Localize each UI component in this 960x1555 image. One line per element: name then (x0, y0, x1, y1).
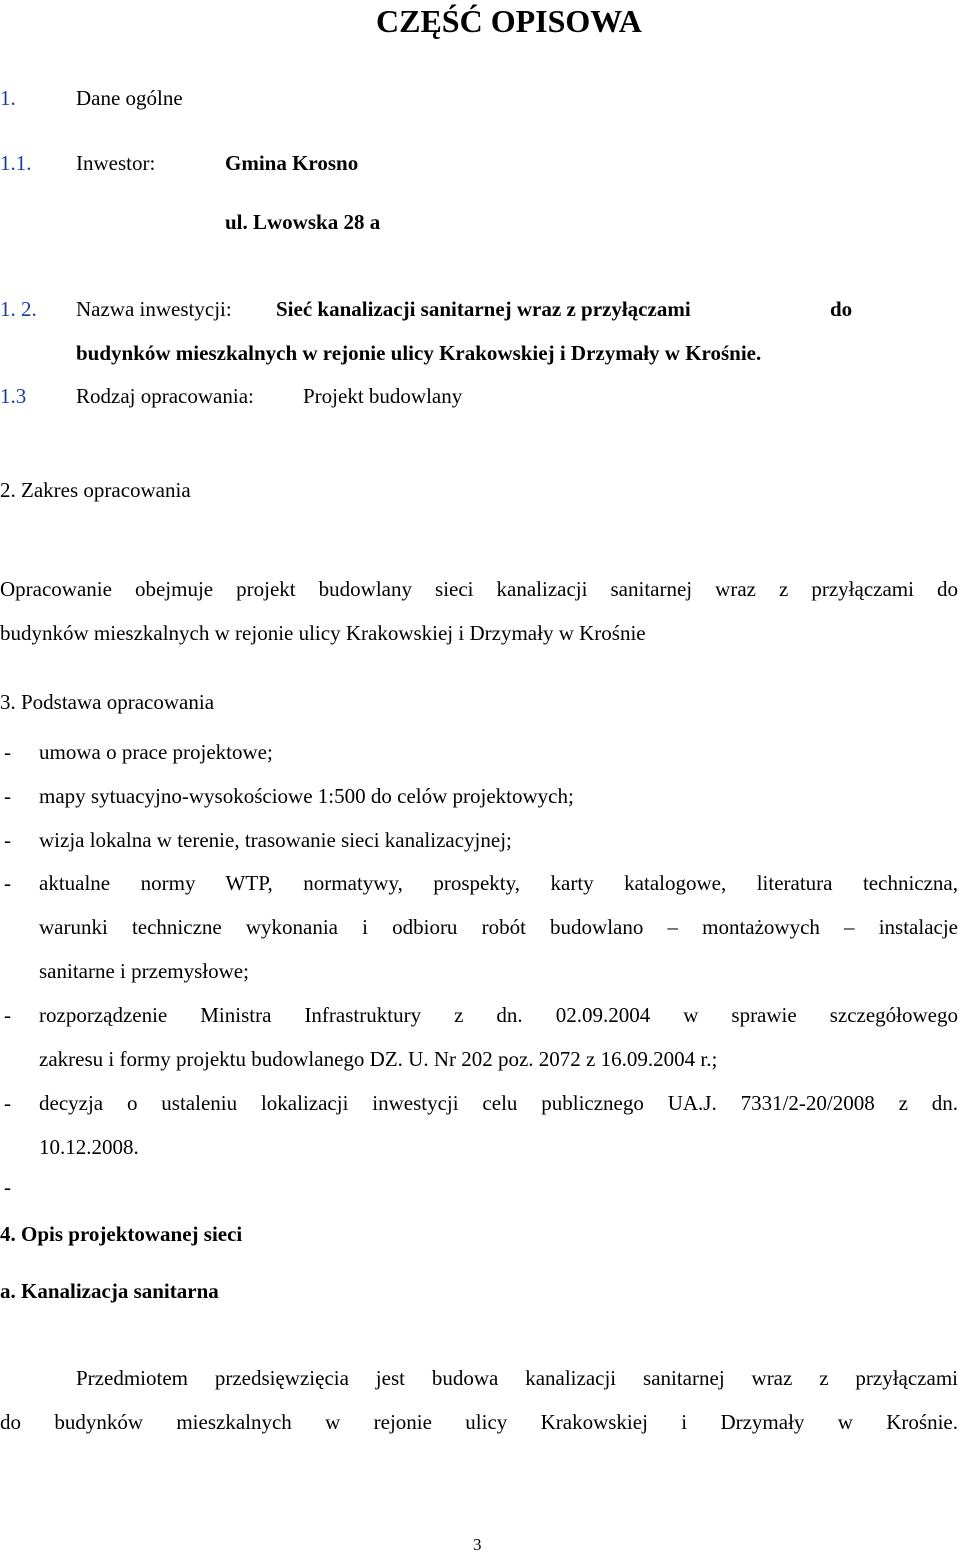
investment-name-label: Nazwa inwestycji: (76, 297, 232, 321)
section-1-3-number: 1.3 (0, 384, 27, 408)
list-item-continuation: sanitarne i przemysłowe; (39, 959, 249, 983)
list-item-continuation: 10.12.2008. (39, 1135, 139, 1159)
work-type-value: Projekt budowlany (303, 384, 463, 408)
section-2-paragraph-line1: Opracowanie obejmuje projekt budowlany sieci kanalizacji sanitarnej wraz z przyłączami do (0, 577, 958, 601)
list-item-continuation: zakresu i formy projektu budowlanego DZ. U. Nr 202 poz. 2072 z 16.09.2004 r.; (39, 1047, 718, 1071)
investor-name: Gmina Krosno (225, 151, 359, 175)
list-dash: - (4, 871, 11, 895)
list-item: umowa o prace projektowe; (39, 740, 273, 764)
section-1-2-number: 1. 2. (0, 297, 37, 321)
section-4-heading: 4. Opis projektowanej sieci (0, 1222, 243, 1246)
list-item: rozporządzenie Ministra Infrastruktury z dn. 02.09.2004 w sprawie szczegółowego (39, 1003, 958, 1027)
section-2-heading: 2. Zakres opracowania (0, 478, 191, 502)
list-item: wizja lokalna w terenie, trasowanie sieci kanalizacyjnej; (39, 828, 512, 852)
list-dash: - (4, 784, 11, 808)
list-dash-empty: - (4, 1175, 11, 1199)
section-4a-paragraph-line1: Przedmiotem przedsięwzięcia jest budowa kanalizacji sanitarnej wraz z przyłączami (76, 1366, 958, 1390)
list-item: aktualne normy WTP, normatywy, prospekty, karty katalogowe, literatura techniczna, (39, 871, 958, 895)
work-type-label: Rodzaj opracowania: (76, 384, 254, 408)
list-dash: - (4, 828, 11, 852)
section-1-heading: Dane ogólne (76, 86, 183, 110)
list-item-continuation: warunki techniczne wykonania i odbioru robót budowlano – montażowych – instalacje (39, 915, 958, 939)
investor-address: ul. Lwowska 28 a (225, 210, 381, 234)
investment-name-value-line2: budynków mieszkalnych w rejonie ulicy Krakowskiej i Drzymały w Krośnie. (76, 341, 762, 365)
section-3-heading: 3. Podstawa opracowania (0, 690, 215, 714)
section-4a-heading: a. Kanalizacja sanitarna (0, 1279, 219, 1303)
section-1-1-number: 1.1. (0, 151, 32, 175)
investor-label: Inwestor: (76, 151, 156, 175)
section-2-paragraph-line2: budynków mieszkalnych w rejonie ulicy Krakowskiej i Drzymały w Krośnie (0, 621, 646, 645)
page-title: CZĘŚĆ OPISOWA (376, 3, 642, 39)
list-dash: - (4, 1091, 11, 1115)
section-4a-paragraph-line2: do budynków mieszkalnych w rejonie ulicy Krakowskiej i Drzymały w Krośnie. (0, 1410, 958, 1434)
list-item: mapy sytuacyjno-wysokościowe 1:500 do celów projektowych; (39, 784, 574, 808)
investment-name-value: Sieć kanalizacji sanitarnej wraz z przyłączami (276, 297, 691, 321)
list-dash: - (4, 1003, 11, 1027)
list-dash: - (4, 740, 11, 764)
section-1-number: 1. (0, 86, 16, 110)
investment-name-do: do (830, 297, 853, 321)
list-item: decyzja o ustaleniu lokalizacji inwestycji celu publicznego UA.J. 7331/2-20/2008 z dn. (39, 1091, 958, 1115)
page-number: 3 (473, 1535, 482, 1554)
